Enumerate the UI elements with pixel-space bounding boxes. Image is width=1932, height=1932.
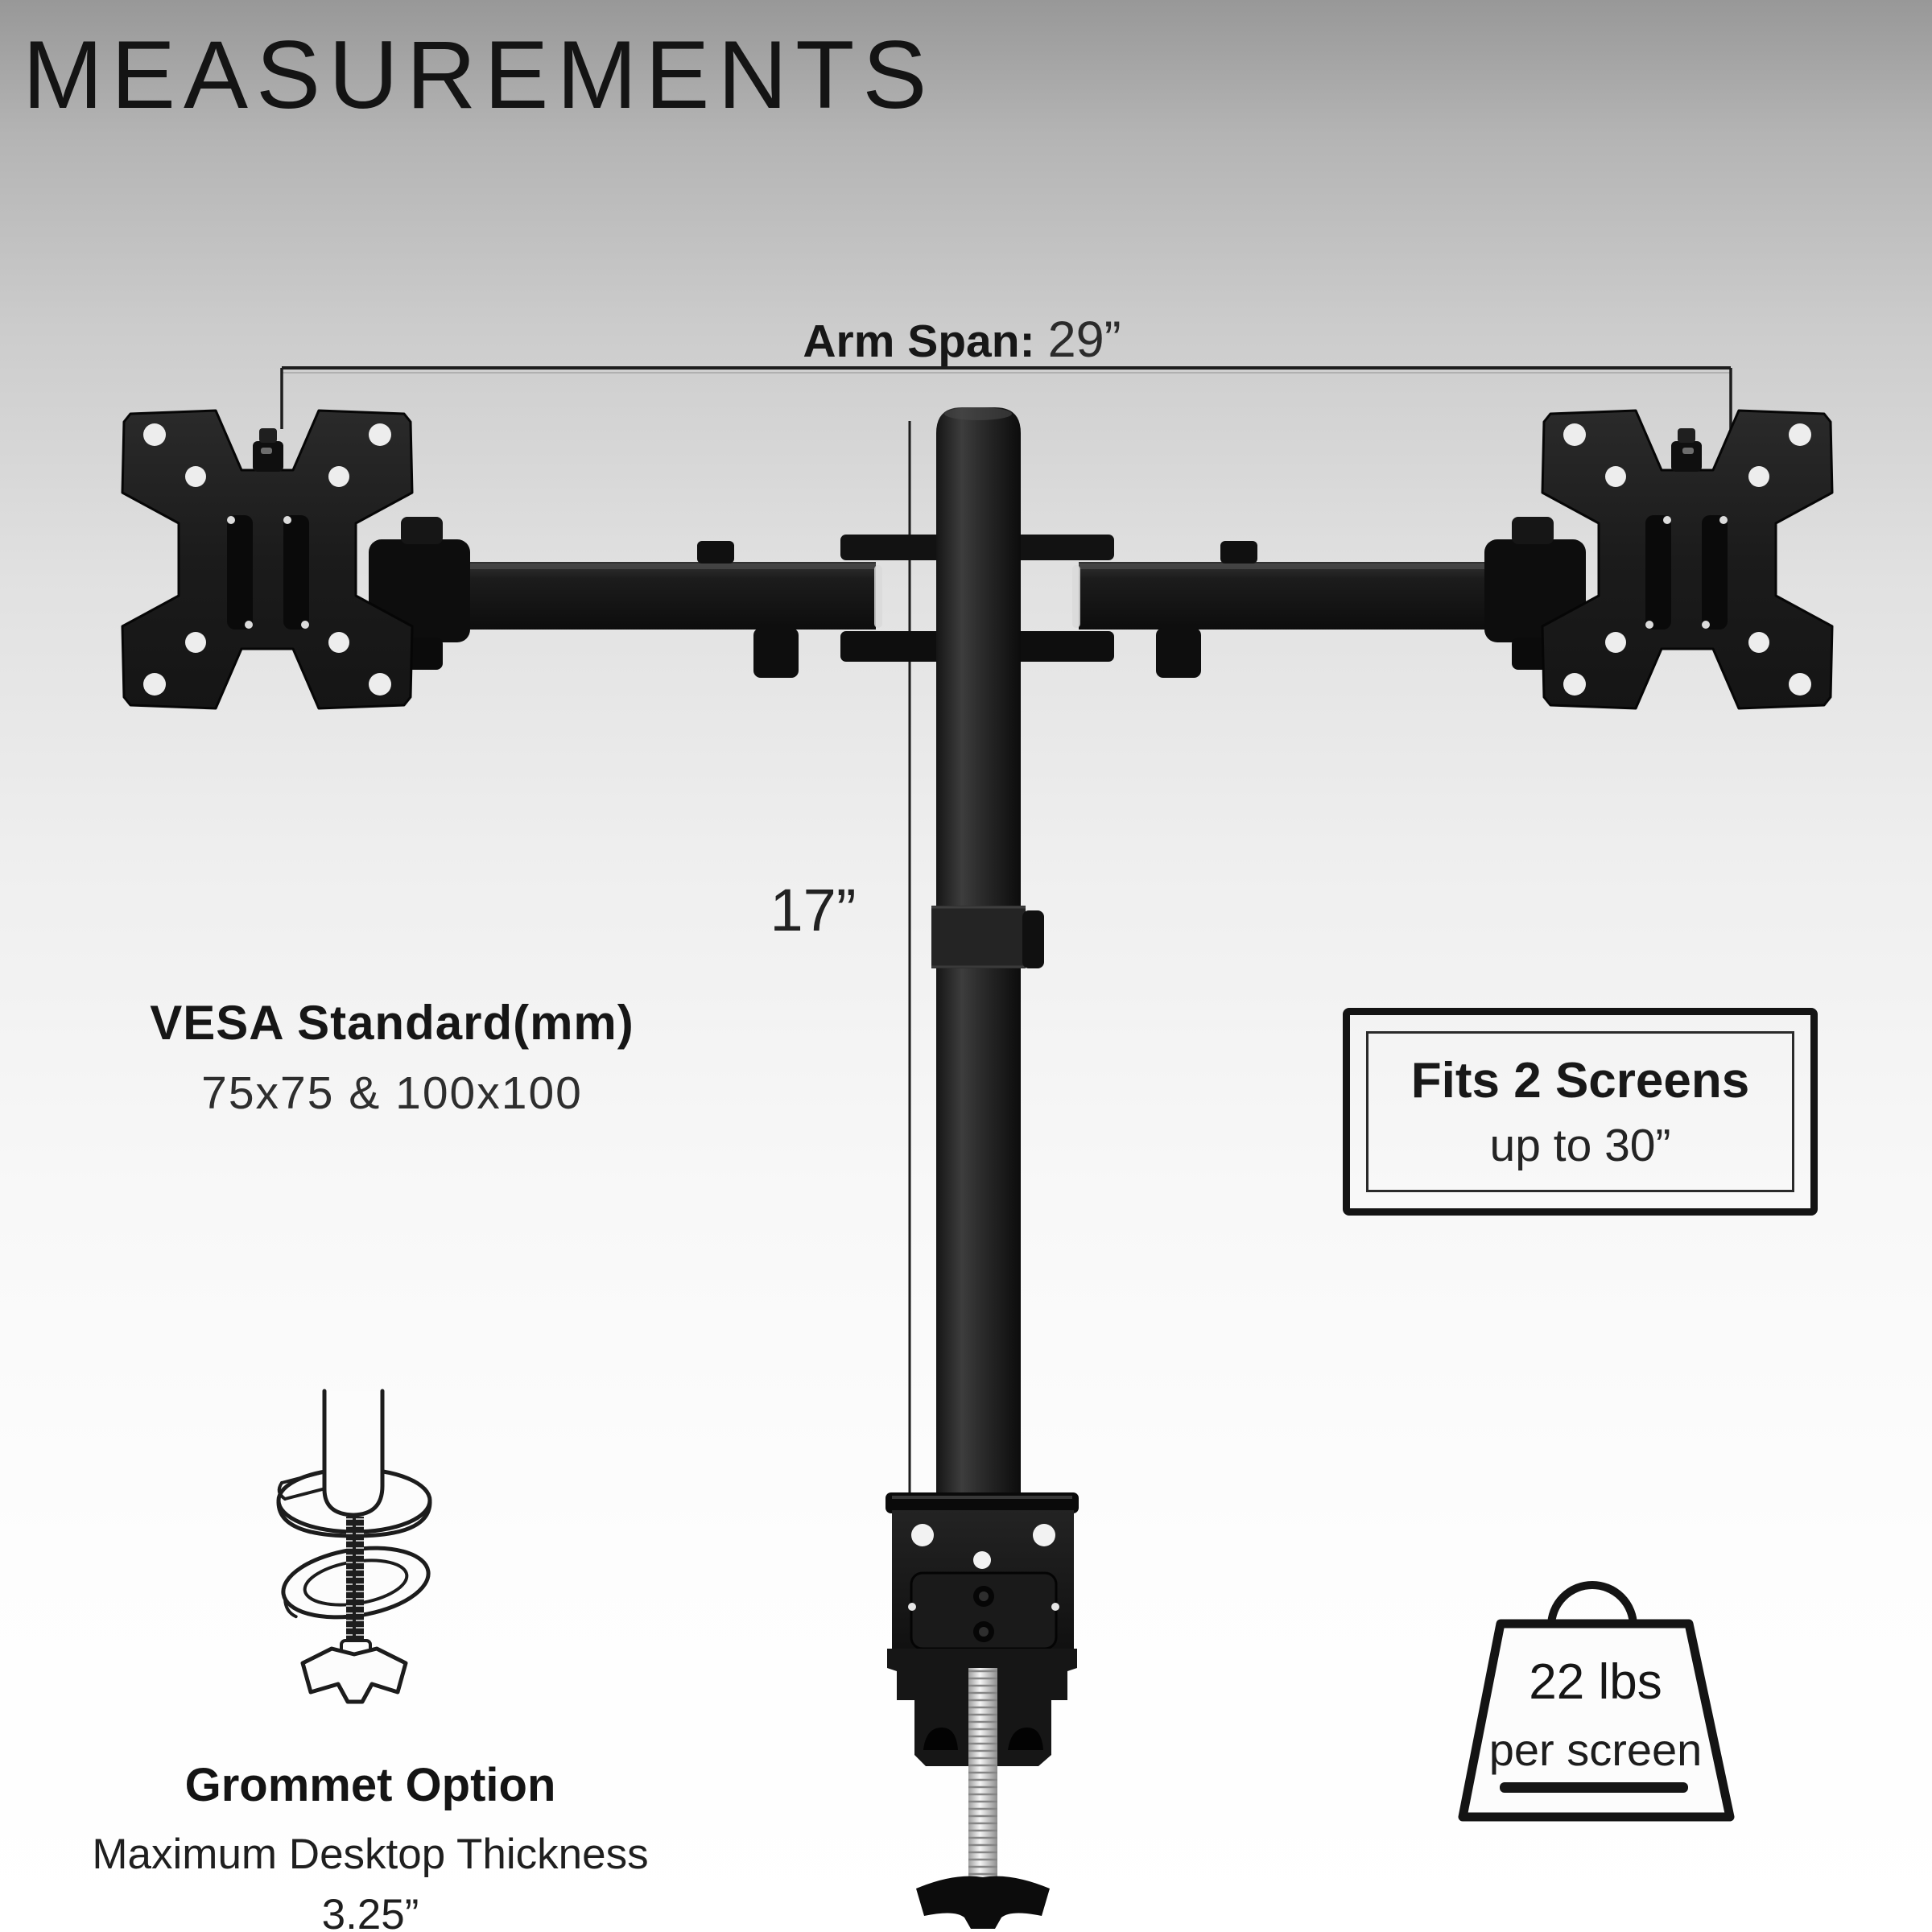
grommet-mount-illustration: [279, 1391, 434, 1702]
vesa-standard-note: [110, 995, 674, 1120]
grommet-option-note: [85, 1758, 656, 1932]
fits-screens-inner-frame: [1366, 1031, 1794, 1192]
page-title: MEASUREMENTS: [23, 21, 935, 129]
grommet-detail: Maximum Desktop Thickness: [92, 1831, 649, 1878]
arm-span-dimension-label: [720, 311, 1203, 369]
mount-pole: [931, 407, 1044, 1497]
weight-value: 22 lbs: [1529, 1654, 1662, 1710]
fits-screens-line2: up to 30”: [1489, 1119, 1671, 1171]
fits-screens-line1: Fits 2 Screens: [1410, 1052, 1750, 1108]
pole-height-label: 17”: [770, 877, 857, 943]
weight-per-screen: per screen: [1488, 1724, 1703, 1775]
vesa-sizes: 75x75 & 100x100: [201, 1067, 583, 1119]
vesa-heading: VESA Standard(mm): [150, 996, 634, 1050]
arm-span-value: 29”: [1047, 312, 1121, 368]
grommet-thickness-value: 3.25”: [321, 1891, 419, 1932]
arm-span-label: Arm Span:: [803, 316, 1035, 367]
desk-clamp: [886, 1492, 1079, 1929]
weight-capacity-note: [1467, 1653, 1724, 1776]
fits-screens-badge: [1343, 1008, 1818, 1216]
grommet-heading: Grommet Option: [184, 1759, 556, 1811]
